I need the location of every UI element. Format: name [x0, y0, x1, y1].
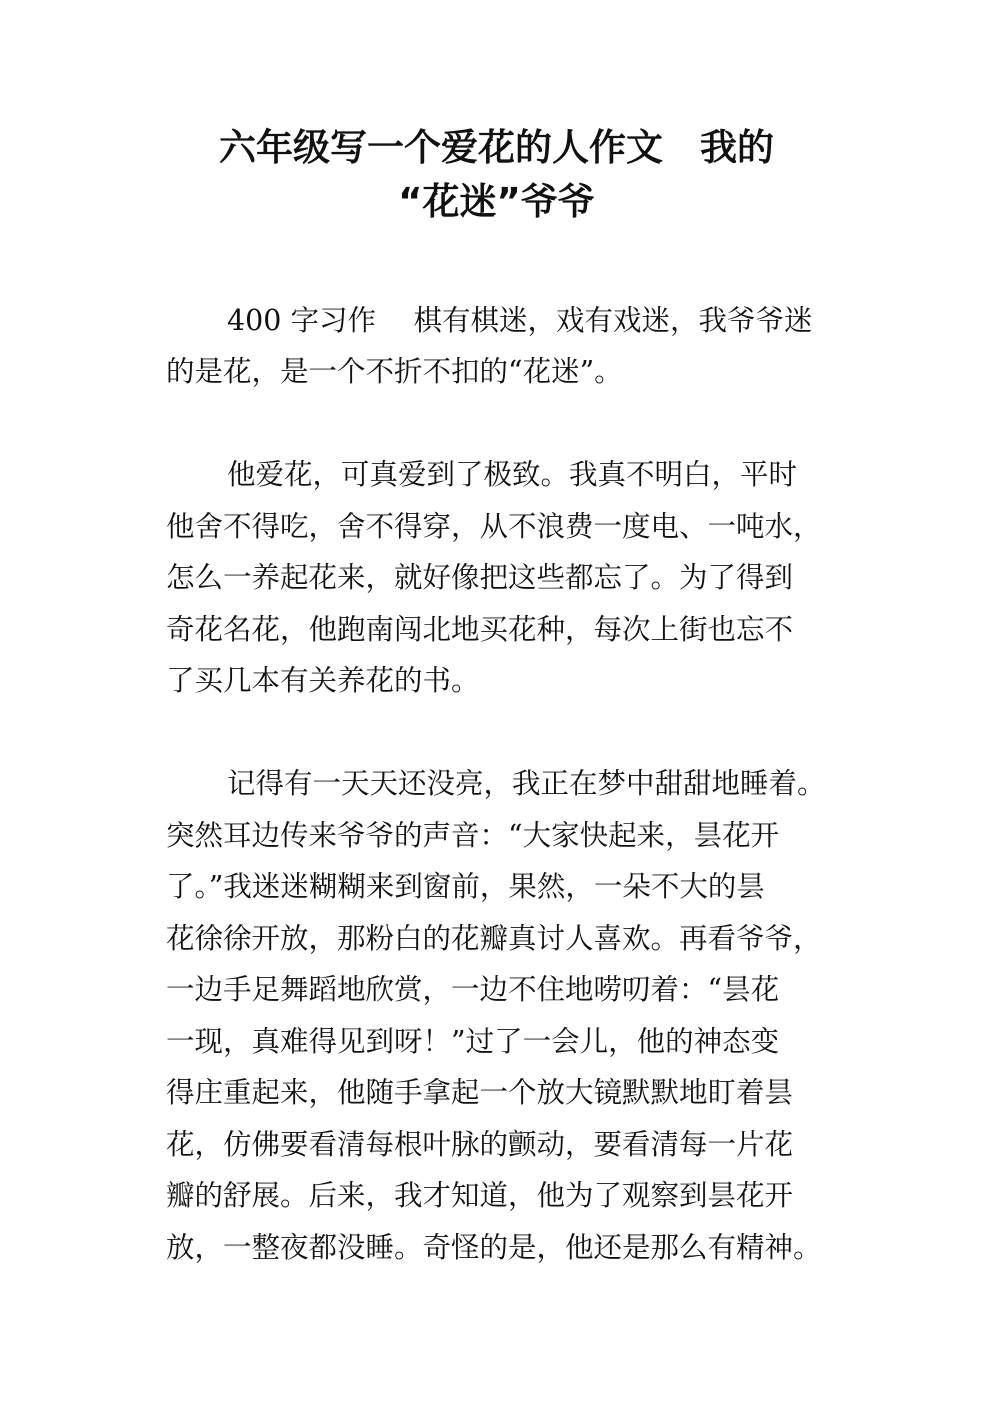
paragraph-line: 了买几本有关养花的书。	[166, 664, 480, 697]
paragraph-line: 记得有一天天还没亮，我正在梦中甜甜地睡着。	[227, 767, 826, 800]
paragraph-line: 一现，真难得见到呀！”过了一会儿，他的神态变	[166, 1025, 780, 1058]
paragraph-line: 花，仿佛要看清每根叶脉的颤动，要看清每一片花	[166, 1128, 794, 1161]
paragraph-line: 花徐徐开放，那粉白的花瓣真讨人喜欢。再看爷爷，	[166, 922, 822, 955]
paragraph-line: 了。”我迷迷糊糊来到窗前，果然，一朵不大的昙	[166, 870, 765, 903]
paragraph-line: 突然耳边传来爷爷的声音：“大家快起来，昙花开	[166, 819, 780, 852]
document-title-line-2: “花迷”爷爷	[398, 180, 595, 223]
paragraph-line: 得庄重起来，他随手拿起一个放大镜默默地盯着昙	[166, 1076, 794, 1109]
paragraph-line: 400 字习作 棋有棋迷，戏有戏迷，我爷爷迷	[227, 304, 813, 337]
paragraph-line: 怎么一养起花来，就好像把这些都忘了。为了得到	[166, 561, 794, 594]
paragraph-line: 的是花，是一个不折不扣的“花迷”。	[166, 355, 623, 388]
paragraph-line: 奇花名花，他跑南闯北地买花种，每次上街也忘不	[166, 613, 794, 646]
paragraph-line: 他爱花，可真爱到了极致。我真不明白，平时	[227, 458, 798, 491]
paragraph-line: 放，一整夜都没睡。奇怪的是，他还是那么有精神。	[166, 1231, 822, 1264]
paragraph-line: 他舍不得吃，舍不得穿，从不浪费一度电、一吨水，	[166, 510, 822, 543]
document-title-line-1: 六年级写一个爱花的人作文 我的	[219, 126, 774, 169]
paragraph-line: 瓣的舒展。后来，我才知道，他为了观察到昙花开	[166, 1179, 794, 1212]
paragraph-line: 一边手足舞蹈地欣赏，一边不住地唠叨着：“昙花	[166, 973, 780, 1006]
